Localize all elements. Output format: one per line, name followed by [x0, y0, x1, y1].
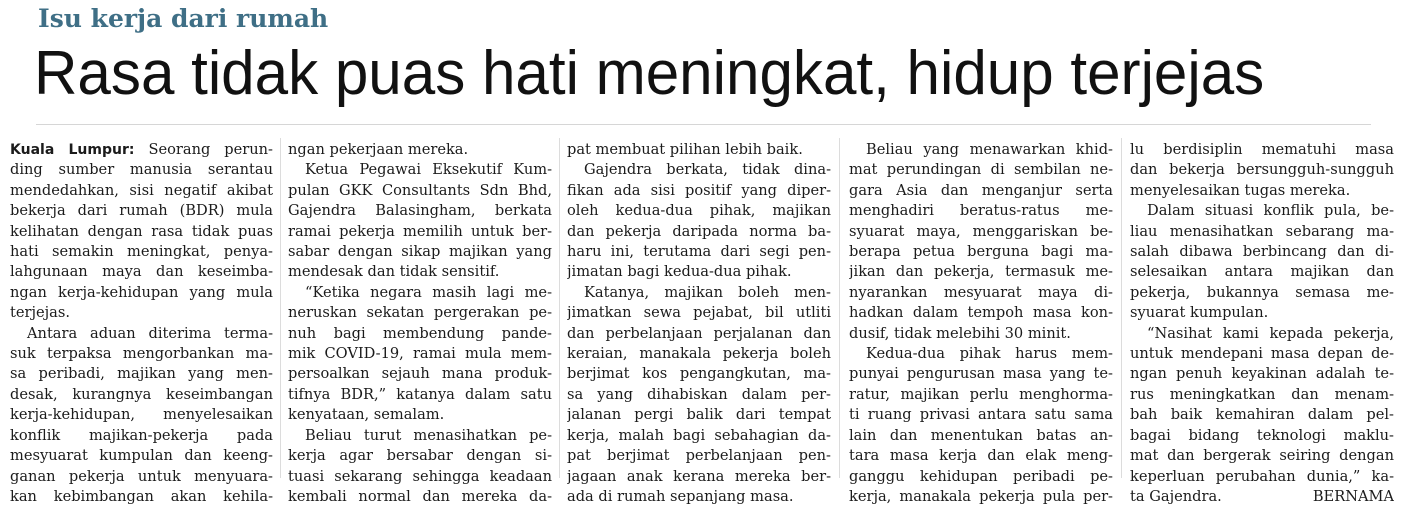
text-line: “Ketika negara masih lagi me-: [305, 283, 552, 301]
text-line: hadkan dalam tempoh masa kon-: [849, 304, 1113, 322]
text-line: ganggu kehidupan peribadi pe-: [849, 467, 1113, 485]
text-line: salah dibawa berbincang dan di-: [1130, 243, 1394, 261]
text-line: pat berjimat perbelanjaan pen-: [567, 447, 831, 465]
text-line: mat perundingan di sembilan ne-: [849, 161, 1113, 179]
text-line: bekerja dari rumah (BDR) mula: [10, 202, 273, 220]
text-line: Gajendra Balasingham, berkata: [288, 202, 552, 220]
text-line: tifnya BDR,” katanya dalam satu: [288, 385, 552, 403]
text-line: persoalkan sejauh mana produk-: [288, 365, 552, 383]
text-line: suk terpaksa mengorbankan ma-: [10, 345, 273, 363]
text-line: syuarat kumpulan.: [1130, 304, 1269, 322]
headline-rule: [36, 124, 1371, 125]
text-line: untuk mendepani masa depan de-: [1130, 345, 1394, 363]
text-line: Dalam situasi konflik pula, be-: [1147, 202, 1394, 220]
text-line: ganan pekerja untuk menyuara-: [10, 467, 273, 485]
text-line: mendedahkan, sisi negatif akibat: [10, 181, 273, 199]
text-line: Beliau turut menasihatkan pe-: [305, 426, 552, 444]
text-line: ti ruang privasi antara satu sama: [849, 406, 1113, 424]
text-line: tara masa kerja dan elak meng-: [849, 447, 1113, 465]
text-line: “Nasihat kami kepada pekerja,: [1147, 324, 1394, 342]
text-line: jalanan pergi balik dari tempat: [567, 406, 831, 424]
text-line: kerja, malah bagi sebahagian da-: [567, 426, 831, 444]
text-line: syuarat maya, menggariskan be-: [849, 222, 1113, 240]
text-line: bagai bidang teknologi maklu-: [1130, 426, 1394, 444]
text-line: lahgunaan maya dan keseimba-: [10, 263, 273, 281]
article-column-2: [288, 140, 552, 507]
text-line: dusif, tidak melebihi 30 minit.: [849, 324, 1071, 342]
column-divider: [839, 138, 840, 478]
text-line: [1130, 487, 1394, 507]
text-line: gara Asia dan menganjur serta: [849, 181, 1113, 199]
article-kicker: Isu kerja dari rumah: [38, 4, 329, 33]
text-line: punyai pengurusan masa yang te-: [849, 365, 1113, 383]
text-line: nuh bagi membendung pande-: [288, 324, 552, 342]
text-line: mik COVID-19, ramai mula mem-: [288, 345, 552, 363]
column-divider: [280, 138, 281, 478]
text-line: dan perbelanjaan perjalanan dan: [567, 324, 831, 342]
text-line: ding sumber manusia serantau: [10, 161, 273, 179]
text-line: jikan dan pekerja, termasuk me-: [849, 263, 1113, 281]
text-line: desak, kurangnya keseimbangan: [10, 385, 273, 403]
text-line: kembali normal dan mereka da-: [288, 487, 552, 505]
column-divider: [1121, 138, 1122, 478]
text-line: konflik majikan-pekerja pada: [10, 426, 273, 444]
text-line: tuasi sekarang sehingga keadaan: [288, 467, 552, 485]
text-line: dan bekerja bersungguh-sungguh: [1130, 161, 1394, 179]
text-line: jimatkan sewa pejabat, bil utliti: [567, 304, 831, 322]
text-line: haru ini, terutama dari segi pen-: [567, 243, 831, 261]
text-line: selesaikan antara majikan dan: [1130, 263, 1394, 281]
text-line: kelihatan dengan rasa tidak puas: [10, 222, 273, 240]
text-line: oleh kedua-dua pihak, majikan: [567, 202, 831, 220]
text-line: ngan kerja-kehidupan yang mula: [10, 283, 273, 301]
article-column-5: [1130, 140, 1394, 507]
article-byline: BERNAMA: [1312, 487, 1394, 505]
text-line: sa peribadi, majikan yang men-: [10, 365, 273, 383]
text-line: ngan pekerjaan mereka.: [288, 141, 469, 158]
text-line: hati semakin meningkat, penya-: [10, 243, 273, 261]
text-line: Kuala Lumpur: Seorang perun-: [10, 141, 273, 158]
text-line: liau menasihatkan sebarang ma-: [1130, 222, 1394, 240]
column-divider: [559, 138, 560, 478]
text-line: rus meningkatkan dan menam-: [1130, 385, 1394, 403]
text-line: jimatan bagi kedua-dua pihak.: [567, 263, 792, 281]
text-line: berapa petua berguna bagi ma-: [849, 243, 1113, 261]
text-line: Gajendra berkata, tidak dina-: [584, 161, 831, 179]
text-line: Ketua Pegawai Eksekutif Kum-: [305, 161, 552, 179]
text-line: ada di rumah sepanjang masa.: [567, 487, 794, 505]
text-line: jagaan anak kerana mereka ber-: [567, 467, 831, 485]
text-line: ramai pekerja memilih untuk ber-: [288, 222, 552, 240]
text-line: kerja agar bersabar dengan si-: [288, 447, 552, 465]
article-column-1: [10, 140, 273, 507]
text-line: pulan GKK Consultants Sdn Bhd,: [288, 181, 552, 199]
article-headline: Rasa tidak puas hati meningkat, hidup terjejas: [34, 39, 1265, 108]
text-line: kerja-kehidupan, menyelesaikan: [10, 406, 273, 424]
text-line: kerja, manakala pekerja pula per-: [849, 487, 1113, 505]
text-line: keraian, manakala pekerja boleh: [567, 345, 831, 363]
text-line: keperluan perubahan dunia,” ka-: [1130, 467, 1394, 485]
text-line: neruskan sekatan pergerakan pe-: [288, 304, 552, 322]
text-line: ngan penuh keyakinan adalah te-: [1130, 365, 1394, 383]
text-line: pekerja, bukannya semasa me-: [1130, 283, 1394, 301]
text-line: Beliau yang menawarkan khid-: [866, 141, 1113, 158]
text-line: bah baik kemahiran dalam pel-: [1130, 406, 1394, 424]
text-line: lain dan menentukan batas an-: [849, 426, 1113, 444]
article-column-3: [567, 140, 831, 507]
text-line: menyelesaikan tugas mereka.: [1130, 181, 1351, 199]
text-line: terjejas.: [10, 304, 70, 322]
text-line: fikan ada sisi positif yang diper-: [567, 181, 831, 199]
article-column-4: [849, 140, 1113, 507]
text-line: sabar dengan sikap majikan yang: [288, 243, 552, 261]
text-line: nyarankan mesyuarat maya di-: [849, 283, 1113, 301]
text-line: menghadiri beratus-ratus me-: [849, 202, 1113, 220]
article-dateline: Kuala Lumpur:: [10, 142, 135, 158]
text-line: mendesak dan tidak sensitif.: [288, 263, 500, 281]
text-line: Katanya, majikan boleh men-: [584, 283, 831, 301]
text-line: ratur, majikan perlu menghormа-: [849, 385, 1113, 403]
text-line: mesyuarat kumpulan dan keeng-: [10, 447, 273, 465]
text-line: dan pekerja daripada norma ba-: [567, 222, 831, 240]
text-line-end: ta Gajendra.: [1130, 487, 1222, 505]
text-line: pat membuat pilihan lebih baik.: [567, 141, 803, 158]
text-line: sa yang dihabiskan dalam per-: [567, 385, 831, 403]
text-line: mat dan bergerak seiring dengan: [1130, 447, 1394, 465]
text-line: kan kebimbangan akan kehila-: [10, 487, 273, 505]
text-line: lu berdisiplin mematuhi masa: [1130, 141, 1394, 158]
text-line: berjimat kos pengangkutan, ma-: [567, 365, 831, 383]
text-line: Antara aduan diterima terma-: [27, 324, 273, 342]
text-line: kenyataan, semalam.: [288, 406, 445, 424]
text-line: Kedua-dua pihak harus mem-: [866, 345, 1113, 363]
